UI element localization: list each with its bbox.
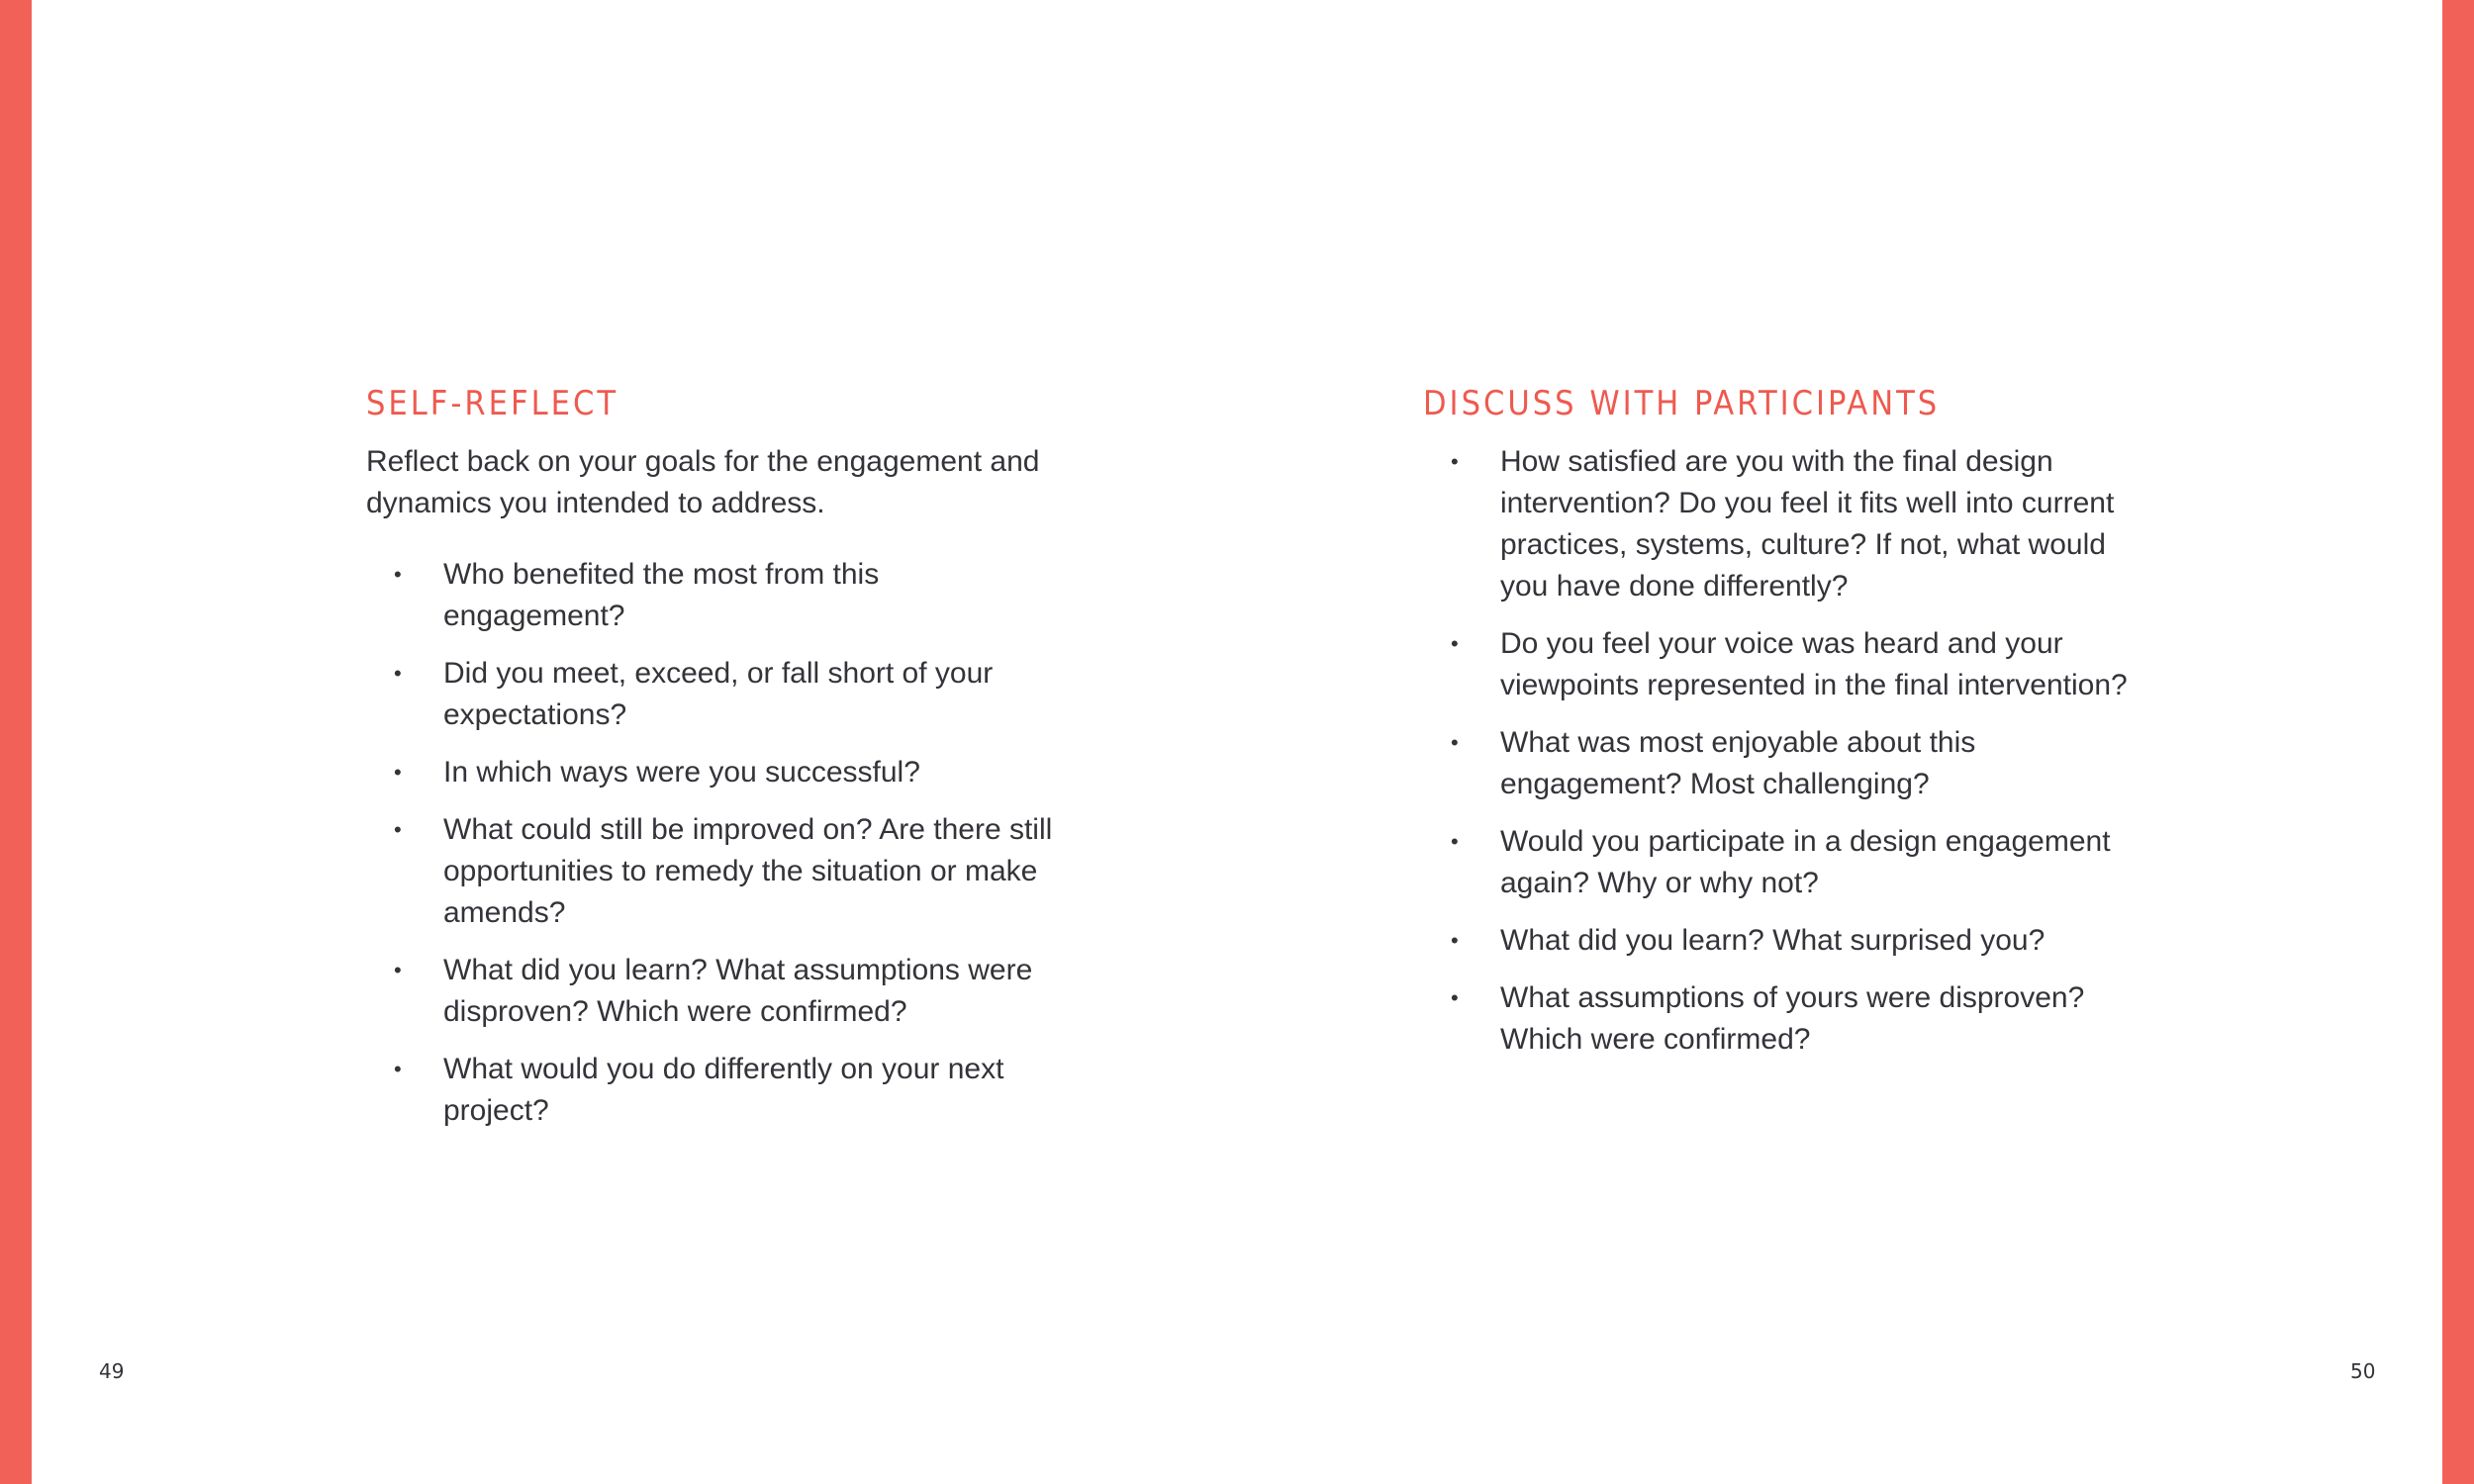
list-item xyxy=(1423,441,2136,607)
list-item-text: What did you learn? What surprised you? xyxy=(1500,924,2046,957)
list-item-text: What assumptions of yours were disproven? Which were confirmed? xyxy=(1500,981,2085,1056)
left-accent-bar xyxy=(0,0,32,1484)
list-item-text: Do you feel your voice was heard and your viewpoints represented in the final intervention? xyxy=(1500,627,2128,701)
list-item xyxy=(366,1049,1059,1132)
list-item-text: What would you do differently on your next project? xyxy=(443,1053,1004,1127)
list-item-text: In which ways were you successful? xyxy=(443,756,920,788)
list-item-text: How satisfied are you with the final design intervention? Do you feel it fits well into current practices, systems, culture? If not, what would you have done differently? xyxy=(1500,445,2115,603)
bullet-icon: • xyxy=(394,817,402,842)
self-reflect-heading: SELF-REFLECT xyxy=(366,384,618,423)
bullet-icon: • xyxy=(1451,631,1459,656)
list-item xyxy=(1423,722,2136,805)
bullet-icon: • xyxy=(394,1057,402,1081)
list-item xyxy=(1423,623,2136,706)
bullet-icon: • xyxy=(1451,829,1459,854)
list-item-text: What could still be improved on? Are there still opportunities to remedy the situation or make amends? xyxy=(443,813,1053,929)
list-item xyxy=(366,752,1059,793)
list-item xyxy=(1423,977,2136,1061)
bullet-icon: • xyxy=(1451,449,1459,474)
bullet-icon: • xyxy=(394,562,402,587)
list-item-text: Who benefited the most from this engagement? xyxy=(443,558,880,632)
bullet-icon: • xyxy=(394,661,402,686)
bullet-icon: • xyxy=(1451,928,1459,953)
list-item-text: What was most enjoyable about this engagement? Most challenging? xyxy=(1500,726,1976,800)
bullet-icon: • xyxy=(394,760,402,785)
list-item-text: What did you learn? What assumptions were disproven? Which were confirmed? xyxy=(443,954,1033,1028)
list-item xyxy=(366,809,1059,934)
page-number-right: 50 xyxy=(2350,1359,2376,1383)
list-item xyxy=(1423,920,2136,962)
page-number-left: 49 xyxy=(99,1359,125,1383)
right-accent-bar xyxy=(2442,0,2474,1484)
list-item-text: Did you meet, exceed, or fall short of your expectations? xyxy=(443,657,994,731)
bullet-icon: • xyxy=(1451,985,1459,1010)
discuss-list xyxy=(1423,441,2136,1076)
discuss-heading: DISCUSS WITH PARTICIPANTS xyxy=(1423,384,1941,423)
list-item-text: Would you participate in a design engagement again? Why or why not? xyxy=(1500,825,2111,899)
self-reflect-intro: Reflect back on your goals for the engagement and dynamics you intended to address. xyxy=(366,445,1040,519)
list-item xyxy=(366,653,1059,736)
list-item xyxy=(366,554,1059,637)
bullet-icon: • xyxy=(394,958,402,982)
bullet-icon: • xyxy=(1451,730,1459,755)
list-item xyxy=(1423,821,2136,904)
list-item xyxy=(366,950,1059,1033)
self-reflect-list xyxy=(366,554,1059,1148)
